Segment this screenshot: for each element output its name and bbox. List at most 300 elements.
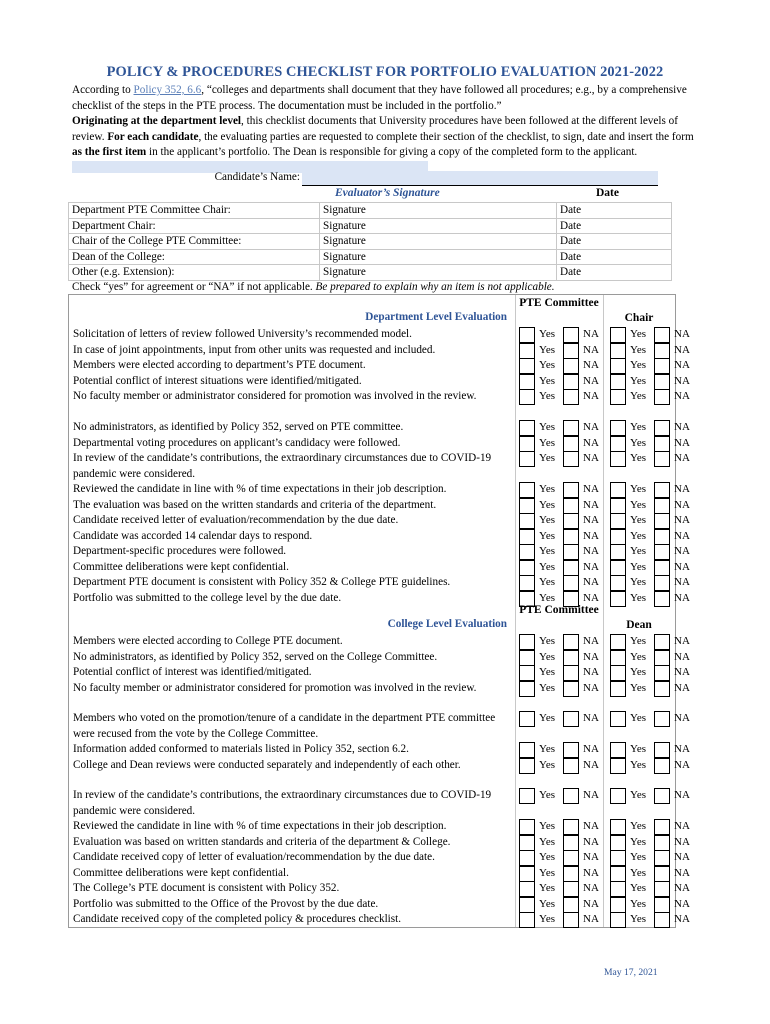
checklist-item: In review of the candidate’s contributions, the extraordinary circumstances due to COVID-19 pandemic were considered. <box>73 789 492 817</box>
yes-label: Yes <box>630 483 647 495</box>
yes-label: Yes <box>539 328 556 340</box>
na-label: NA <box>674 498 690 511</box>
yes-checkbox[interactable] <box>610 591 626 607</box>
check-note-italic: Be prepared to explain why an item is not applicable. <box>315 281 555 293</box>
yes-label: Yes <box>539 529 556 542</box>
na-label: NA <box>583 545 599 557</box>
yes-checkbox[interactable] <box>610 358 626 374</box>
signature-row <box>69 234 672 250</box>
yes-label: Yes <box>630 421 647 433</box>
yes-label: Yes <box>630 359 647 371</box>
yes-checkbox[interactable] <box>519 560 535 576</box>
checklist-item: The College’s PTE document is consistent with Policy 352. <box>73 882 340 894</box>
yes-label: Yes <box>539 835 556 848</box>
na-checkbox[interactable] <box>563 742 579 758</box>
na-label: NA <box>674 897 690 910</box>
na-label: NA <box>583 452 599 464</box>
yes-label: Yes <box>539 390 556 402</box>
yes-checkbox[interactable] <box>519 681 535 697</box>
intro-p2-c: in the applicant’s portfolio. The Dean is responsible for giving a copy of the completed form to the applicant. <box>146 146 638 159</box>
na-checkbox[interactable] <box>563 451 579 467</box>
na-label: NA <box>674 650 690 663</box>
na-checkbox[interactable] <box>563 634 579 650</box>
na-label: NA <box>583 343 599 356</box>
yes-label: Yes <box>539 635 556 647</box>
na-checkbox[interactable] <box>563 681 579 697</box>
checklist-item: In review of the candidate’s contributions, the extraordinary circumstances due to COVID-19 pandemic were considered. <box>73 452 492 480</box>
yes-checkbox[interactable] <box>610 374 626 390</box>
yes-checkbox[interactable] <box>610 343 626 359</box>
yes-checkbox[interactable] <box>610 529 626 545</box>
signature-field[interactable]: Signature <box>320 218 557 234</box>
yes-label: Yes <box>630 681 647 694</box>
yes-label: Yes <box>539 789 556 801</box>
na-checkbox[interactable] <box>654 835 670 851</box>
yes-checkbox[interactable] <box>610 866 626 882</box>
na-checkbox[interactable] <box>654 711 670 727</box>
signature-row <box>69 218 672 234</box>
candidate-name-field[interactable] <box>302 171 658 186</box>
na-label: NA <box>583 560 599 573</box>
document-title: POLICY & PROCEDURES CHECKLIST FOR PORTFOLIO EVALUATION 2021-2022 <box>106 64 664 80</box>
na-label: NA <box>583 681 599 694</box>
yes-label: Yes <box>539 866 556 879</box>
yes-label: Yes <box>630 591 647 604</box>
yes-label: Yes <box>630 374 647 387</box>
yes-checkbox[interactable] <box>519 758 535 774</box>
na-label: NA <box>674 635 690 647</box>
yes-checkbox[interactable] <box>610 544 626 560</box>
checklist-item: No administrators, as identified by Policy 352, served on PTE committee. <box>73 421 404 433</box>
yes-checkbox[interactable] <box>519 835 535 851</box>
na-checkbox[interactable] <box>654 742 670 758</box>
na-label: NA <box>674 882 690 894</box>
intro-p2-bold: Originating at the department level <box>72 115 242 128</box>
check-note-text: Check “yes” for agreement or “NA” if not applicable. <box>72 281 316 293</box>
yes-label: Yes <box>630 758 647 771</box>
na-checkbox[interactable] <box>563 835 579 851</box>
na-label: NA <box>583 820 599 832</box>
yes-checkbox[interactable] <box>610 912 626 928</box>
candidate-name-label: Candidate’s Name: <box>214 171 300 183</box>
checklist-item: Reviewed the candidate in line with % of time expectations in their job description. <box>73 483 447 495</box>
na-checkbox[interactable] <box>654 513 670 529</box>
na-label: NA <box>583 882 599 894</box>
yes-checkbox[interactable] <box>519 866 535 882</box>
na-checkbox[interactable] <box>654 758 670 774</box>
na-checkbox[interactable] <box>563 374 579 390</box>
yes-checkbox[interactable] <box>519 650 535 666</box>
yes-checkbox[interactable] <box>610 513 626 529</box>
yes-label: Yes <box>539 913 556 925</box>
signature-role: Chair of the College PTE Committee: <box>69 234 320 250</box>
na-checkbox[interactable] <box>563 343 579 359</box>
date-field[interactable]: Date <box>557 218 672 234</box>
checklist-item: Information added conformed to materials listed in Policy 352, section 6.2. <box>73 743 409 755</box>
yes-checkbox[interactable] <box>519 665 535 681</box>
na-label: NA <box>674 560 690 573</box>
yes-label: Yes <box>539 452 556 464</box>
na-checkbox[interactable] <box>563 881 579 897</box>
na-checkbox[interactable] <box>654 819 670 835</box>
yes-label: Yes <box>630 576 647 588</box>
yes-checkbox[interactable] <box>610 788 626 804</box>
na-checkbox[interactable] <box>654 912 670 928</box>
checklist-item: No faculty member or administrator considered for promotion was involved in the review. <box>73 390 477 402</box>
na-label: NA <box>583 666 599 678</box>
yes-checkbox[interactable] <box>519 634 535 650</box>
yes-label: Yes <box>539 650 556 663</box>
na-label: NA <box>674 514 690 526</box>
col1-header: PTE Committee <box>519 297 599 309</box>
yes-label: Yes <box>539 666 556 678</box>
na-label: NA <box>583 913 599 925</box>
na-checkbox[interactable] <box>563 819 579 835</box>
na-checkbox[interactable] <box>654 881 670 897</box>
yes-label: Yes <box>630 390 647 402</box>
intro-text <box>72 83 702 177</box>
yes-checkbox[interactable] <box>610 420 626 436</box>
evaluator-signature-header: Evaluator’s Signature <box>335 187 440 199</box>
yes-checkbox[interactable] <box>610 711 626 727</box>
na-checkbox[interactable] <box>654 681 670 697</box>
na-label: NA <box>674 421 690 433</box>
section-title: College Level Evaluation <box>387 618 507 630</box>
yes-label: Yes <box>630 866 647 879</box>
checklist-item: Potential conflict of interest was identified/mitigated. <box>73 666 312 678</box>
yes-checkbox[interactable] <box>610 742 626 758</box>
yes-checkbox[interactable] <box>519 420 535 436</box>
na-label: NA <box>583 529 599 542</box>
checklist-item: Potential conflict of interest situations were identified/mitigated. <box>73 374 362 387</box>
yes-checkbox[interactable] <box>519 897 535 913</box>
na-checkbox[interactable] <box>563 498 579 514</box>
na-checkbox[interactable] <box>563 513 579 529</box>
signature-row <box>69 265 672 281</box>
date-field[interactable]: Date <box>557 234 672 250</box>
yes-checkbox[interactable] <box>519 498 535 514</box>
na-label: NA <box>583 635 599 647</box>
checklist-item: Committee deliberations were kept confidential. <box>73 560 289 573</box>
yes-checkbox[interactable] <box>519 482 535 498</box>
intro-p1-before: According to <box>72 84 134 96</box>
intro-p2-bold2: For each candidate <box>107 130 199 143</box>
check-instructions <box>72 281 555 293</box>
na-label: NA <box>674 851 690 863</box>
na-label: NA <box>583 359 599 371</box>
date-header: Date <box>596 187 619 199</box>
yes-checkbox[interactable] <box>610 681 626 697</box>
signature-field[interactable]: Signature <box>320 265 557 281</box>
na-checkbox[interactable] <box>654 389 670 405</box>
yes-label: Yes <box>539 483 556 495</box>
intro-p1-after: , “colleges and departments shall document that they have followed all procedures; e.g., by a comprehensive checklist of the steps in the PTE process. The documentation must be included in the portfolio.” <box>72 84 687 112</box>
na-checkbox[interactable] <box>563 711 579 727</box>
yes-label: Yes <box>539 359 556 371</box>
yes-checkbox[interactable] <box>519 881 535 897</box>
na-label: NA <box>674 666 690 678</box>
policy-link[interactable]: Policy 352, 6.6 <box>133 84 202 96</box>
signature-role: Department Chair: <box>69 218 320 234</box>
na-checkbox[interactable] <box>563 575 579 591</box>
col2-header: Chair <box>624 312 654 324</box>
na-label: NA <box>674 743 690 755</box>
checklist-item: No administrators, as identified by Policy 352, served on the College Committee. <box>73 650 438 663</box>
signature-field[interactable]: Signature <box>320 203 557 219</box>
column-divider <box>603 295 604 927</box>
na-checkbox[interactable] <box>563 665 579 681</box>
na-label: NA <box>583 789 599 801</box>
yes-checkbox[interactable] <box>519 374 535 390</box>
na-checkbox[interactable] <box>654 575 670 591</box>
yes-label: Yes <box>630 835 647 848</box>
na-checkbox[interactable] <box>563 912 579 928</box>
yes-checkbox[interactable] <box>519 544 535 560</box>
na-label: NA <box>583 897 599 910</box>
na-checkbox[interactable] <box>654 560 670 576</box>
na-label: NA <box>583 421 599 433</box>
na-checkbox[interactable] <box>563 389 579 405</box>
yes-checkbox[interactable] <box>519 451 535 467</box>
na-checkbox[interactable] <box>654 420 670 436</box>
na-label: NA <box>674 452 690 464</box>
na-checkbox[interactable] <box>654 436 670 452</box>
date-field[interactable]: Date <box>557 265 672 281</box>
intro-p2-bold3: as the first item <box>72 146 147 159</box>
yes-label: Yes <box>539 897 556 910</box>
na-label: NA <box>674 913 690 925</box>
yes-checkbox[interactable] <box>519 327 535 343</box>
na-label: NA <box>583 374 599 387</box>
na-checkbox[interactable] <box>563 482 579 498</box>
checklist-item: Portfolio was submitted to the Office of the Provost by the due date. <box>73 897 379 910</box>
checklist-item: Department PTE document is consistent with Policy 352 & College PTE guidelines. <box>73 576 451 588</box>
yes-label: Yes <box>630 328 647 340</box>
na-label: NA <box>583 576 599 588</box>
checklist-item: Solicitation of letters of review followed University’s recommended model. <box>73 328 412 340</box>
intro-p2-a: , this checklist documents that University procedures have been followed at the different levels of review. <box>72 115 678 143</box>
na-checkbox[interactable] <box>654 650 670 666</box>
na-checkbox[interactable] <box>563 850 579 866</box>
yes-checkbox[interactable] <box>519 850 535 866</box>
na-checkbox[interactable] <box>563 788 579 804</box>
checklist-item: Departmental voting procedures on applicant’s candidacy were followed. <box>73 436 401 449</box>
na-checkbox[interactable] <box>654 327 670 343</box>
checklist-item: Department-specific procedures were followed. <box>73 545 287 557</box>
yes-checkbox[interactable] <box>519 513 535 529</box>
yes-checkbox[interactable] <box>519 575 535 591</box>
checklist-item: No faculty member or administrator considered for promotion was involved in the review. <box>73 681 477 694</box>
na-label: NA <box>674 343 690 356</box>
yes-label: Yes <box>539 712 556 724</box>
na-checkbox[interactable] <box>654 897 670 913</box>
yes-label: Yes <box>630 882 647 894</box>
checklist-item: In case of joint appointments, input from other units was requested and included. <box>73 343 436 356</box>
yes-label: Yes <box>539 421 556 433</box>
yes-checkbox[interactable] <box>610 482 626 498</box>
signature-role: Other (e.g. Extension): <box>69 265 320 281</box>
na-checkbox[interactable] <box>654 788 670 804</box>
yes-checkbox[interactable] <box>519 343 535 359</box>
signature-row <box>69 203 672 219</box>
na-checkbox[interactable] <box>654 498 670 514</box>
yes-label: Yes <box>630 650 647 663</box>
na-label: NA <box>583 835 599 848</box>
na-label: NA <box>583 851 599 863</box>
yes-checkbox[interactable] <box>610 897 626 913</box>
checklist-item: Candidate received copy of the completed policy & procedures checklist. <box>73 913 402 925</box>
yes-label: Yes <box>630 635 647 647</box>
na-checkbox[interactable] <box>654 850 670 866</box>
na-label: NA <box>674 820 690 832</box>
na-label: NA <box>583 436 599 449</box>
yes-label: Yes <box>630 897 647 910</box>
yes-checkbox[interactable] <box>610 881 626 897</box>
checklist-item: Members were elected according to department’s PTE document. <box>73 359 366 371</box>
na-checkbox[interactable] <box>563 327 579 343</box>
signature-field[interactable]: Signature <box>320 234 557 250</box>
yes-label: Yes <box>539 743 556 755</box>
yes-label: Yes <box>630 666 647 678</box>
na-label: NA <box>674 374 690 387</box>
na-checkbox[interactable] <box>563 560 579 576</box>
na-checkbox[interactable] <box>654 482 670 498</box>
yes-label: Yes <box>539 591 556 604</box>
na-label: NA <box>674 545 690 557</box>
checklist-item: College and Dean reviews were conducted separately and independently of each other. <box>73 758 461 771</box>
checklist-item: Members who voted on the promotion/tenure of a candidate in the department PTE committee were recused from the vote by the College Committee. <box>73 712 496 740</box>
yes-label: Yes <box>539 436 556 449</box>
yes-label: Yes <box>630 529 647 542</box>
date-field[interactable]: Date <box>557 249 672 265</box>
na-checkbox[interactable] <box>563 897 579 913</box>
yes-checkbox[interactable] <box>610 850 626 866</box>
yes-checkbox[interactable] <box>610 498 626 514</box>
yes-label: Yes <box>630 452 647 464</box>
yes-label: Yes <box>630 545 647 557</box>
na-checkbox[interactable] <box>563 529 579 545</box>
yes-checkbox[interactable] <box>519 742 535 758</box>
na-label: NA <box>583 483 599 495</box>
checklist-item: Portfolio was submitted to the college level by the due date. <box>73 591 342 604</box>
na-label: NA <box>583 743 599 755</box>
yes-checkbox[interactable] <box>610 665 626 681</box>
na-checkbox[interactable] <box>563 544 579 560</box>
na-label: NA <box>674 866 690 879</box>
yes-label: Yes <box>539 820 556 832</box>
yes-label: Yes <box>630 436 647 449</box>
na-checkbox[interactable] <box>563 358 579 374</box>
yes-checkbox[interactable] <box>610 575 626 591</box>
na-checkbox[interactable] <box>654 665 670 681</box>
yes-checkbox[interactable] <box>519 912 535 928</box>
na-checkbox[interactable] <box>654 866 670 882</box>
yes-checkbox[interactable] <box>519 711 535 727</box>
yes-checkbox[interactable] <box>610 389 626 405</box>
signature-role: Dean of the College: <box>69 249 320 265</box>
yes-checkbox[interactable] <box>610 835 626 851</box>
yes-checkbox[interactable] <box>610 819 626 835</box>
checklist-item: Candidate received letter of evaluation/recommendation by the due date. <box>73 514 399 526</box>
signature-role: Department PTE Committee Chair: <box>69 203 320 219</box>
yes-checkbox[interactable] <box>519 529 535 545</box>
yes-label: Yes <box>630 560 647 573</box>
yes-label: Yes <box>630 820 647 832</box>
na-label: NA <box>674 483 690 495</box>
yes-checkbox[interactable] <box>519 436 535 452</box>
checklist-item: Candidate received copy of letter of evaluation/recommendation by the due date. <box>73 851 435 863</box>
yes-label: Yes <box>539 545 556 557</box>
yes-checkbox[interactable] <box>519 389 535 405</box>
date-field[interactable]: Date <box>557 203 672 219</box>
footer-date: May 17, 2021 <box>604 967 658 978</box>
signature-field[interactable]: Signature <box>320 249 557 265</box>
na-checkbox[interactable] <box>654 529 670 545</box>
na-checkbox[interactable] <box>563 650 579 666</box>
na-checkbox[interactable] <box>654 374 670 390</box>
yes-label: Yes <box>630 913 647 925</box>
na-label: NA <box>674 758 690 771</box>
yes-checkbox[interactable] <box>610 560 626 576</box>
na-label: NA <box>583 758 599 771</box>
yes-label: Yes <box>630 851 647 863</box>
intro-p2-b: , the evaluating parties are requested to complete their section of the checklist, to sign, date and insert the form <box>198 130 694 143</box>
checklist-table <box>68 294 690 928</box>
na-checkbox[interactable] <box>654 591 670 607</box>
na-label: NA <box>583 712 599 724</box>
na-checkbox[interactable] <box>654 451 670 467</box>
na-checkbox[interactable] <box>654 544 670 560</box>
na-checkbox[interactable] <box>654 358 670 374</box>
na-checkbox[interactable] <box>563 420 579 436</box>
na-checkbox[interactable] <box>563 436 579 452</box>
na-label: NA <box>583 328 599 340</box>
yes-checkbox[interactable] <box>610 451 626 467</box>
yes-checkbox[interactable] <box>610 436 626 452</box>
checklist-item: Committee deliberations were kept confidential. <box>73 866 289 879</box>
na-label: NA <box>674 359 690 371</box>
na-label: NA <box>674 835 690 848</box>
na-label: NA <box>583 498 599 511</box>
na-label: NA <box>674 591 690 604</box>
yes-label: Yes <box>630 743 647 755</box>
yes-checkbox[interactable] <box>610 327 626 343</box>
na-checkbox[interactable] <box>563 758 579 774</box>
yes-label: Yes <box>630 712 647 724</box>
na-checkbox[interactable] <box>563 866 579 882</box>
na-label: NA <box>674 436 690 449</box>
yes-label: Yes <box>630 514 647 526</box>
signature-table <box>68 202 672 281</box>
yes-checkbox[interactable] <box>519 819 535 835</box>
yes-checkbox[interactable] <box>610 758 626 774</box>
na-checkbox[interactable] <box>654 343 670 359</box>
na-checkbox[interactable] <box>654 634 670 650</box>
checklist-item: Candidate was accorded 14 calendar days to respond. <box>73 529 313 542</box>
yes-label: Yes <box>539 576 556 588</box>
na-label: NA <box>674 390 690 402</box>
yes-label: Yes <box>539 374 556 387</box>
yes-checkbox[interactable] <box>610 650 626 666</box>
yes-label: Yes <box>630 789 647 801</box>
yes-label: Yes <box>539 514 556 526</box>
section-title: Department Level Evaluation <box>365 311 507 323</box>
yes-label: Yes <box>539 758 556 771</box>
yes-checkbox[interactable] <box>519 358 535 374</box>
yes-checkbox[interactable] <box>610 634 626 650</box>
na-label: NA <box>583 866 599 879</box>
yes-checkbox[interactable] <box>519 788 535 804</box>
